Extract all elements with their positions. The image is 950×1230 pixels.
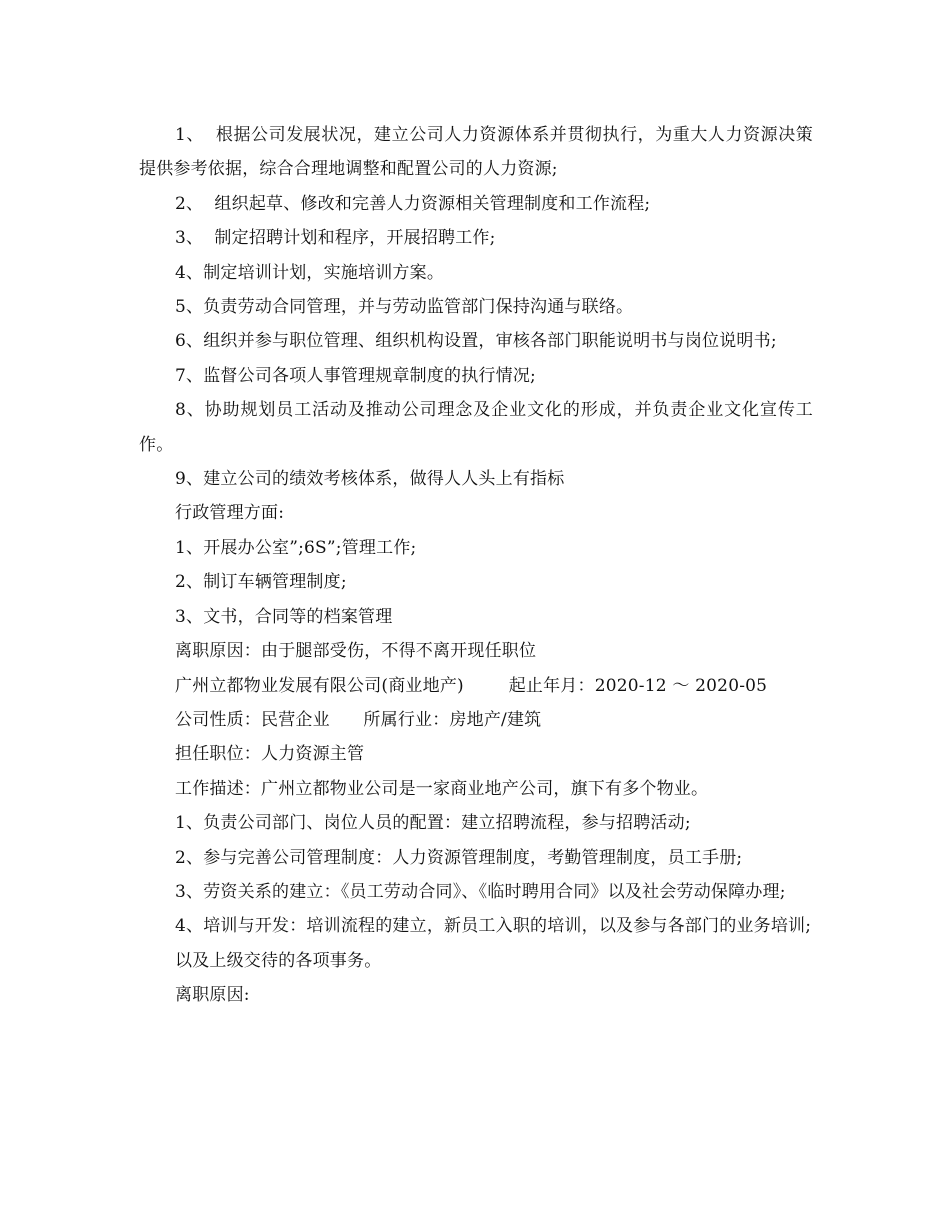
paragraph: 1、负责公司部门、岗位人员的配置：建立招聘流程，参与招聘活动; [175,813,691,834]
leaving-reason: 离职原因: [175,985,250,1006]
paragraph: 4、制定培训计划，实施培训方案。 [175,262,445,283]
paragraph: 3、文书，合同等的档案管理 [175,606,393,627]
paragraph: 1、开展办公室”;6S”;管理工作; [175,537,417,558]
paragraph: 9、建立公司的绩效考核体系，做得人人头上有指标 [175,469,565,490]
paragraph: 5、负责劳动合同管理，并与劳动监管部门保持沟通与联络。 [175,297,634,318]
job-description: 工作描述：广州立都物业公司是一家商业地产公司，旗下有多个物业。 [175,778,709,799]
position-line: 担任职位：人力资源主管 [175,744,365,765]
company-line: 广州立都物业发展有限公司(商业地产) 起止年月：2020-12 ～ 2020-05 [175,675,768,696]
section-heading: 行政管理方面: [175,503,285,524]
paragraph: 3、 制定招聘计划和程序，开展招聘工作; [175,228,496,249]
paragraph: 2、 组织起草、修改和完善人力资源相关管理制度和工作流程; [175,193,651,214]
paragraph: 1、 根据公司发展状况，建立公司人力资源体系并贯彻执行，为重大人力资源决策提供参考依据，综合合理地调整和配置公司的人力资源; [139,125,813,180]
leaving-reason: 离职原因：由于腿部受伤，不得不离开现任职位 [175,641,537,662]
paragraph: 4、培训与开发：培训流程的建立，新员工入职的培训，以及参与各部门的业务培训; [175,916,812,937]
paragraph: 7、监督公司各项人事管理规章制度的执行情况; [175,365,536,386]
paragraph: 2、制订车辆管理制度; [175,572,347,593]
paragraph: 以及上级交待的各项事务。 [175,950,382,971]
paragraph: 2、参与完善公司管理制度：人力资源管理制度，考勤管理制度，员工手册; [175,847,743,868]
paragraph: 8、协助规划员工活动及推动公司理念及企业文化的形成，并负责企业文化宣传工作。 [139,400,813,455]
company-nature-line: 公司性质：民营企业 所属行业：房地产/建筑 [175,709,542,730]
document-body [139,118,813,1013]
paragraph: 3、劳资关系的建立：《员工劳动合同》、《临时聘用合同》以及社会劳动保障办理; [175,881,786,902]
paragraph: 6、组织并参与职位管理、组织机构设置，审核各部门职能说明书与岗位说明书; [175,331,777,352]
